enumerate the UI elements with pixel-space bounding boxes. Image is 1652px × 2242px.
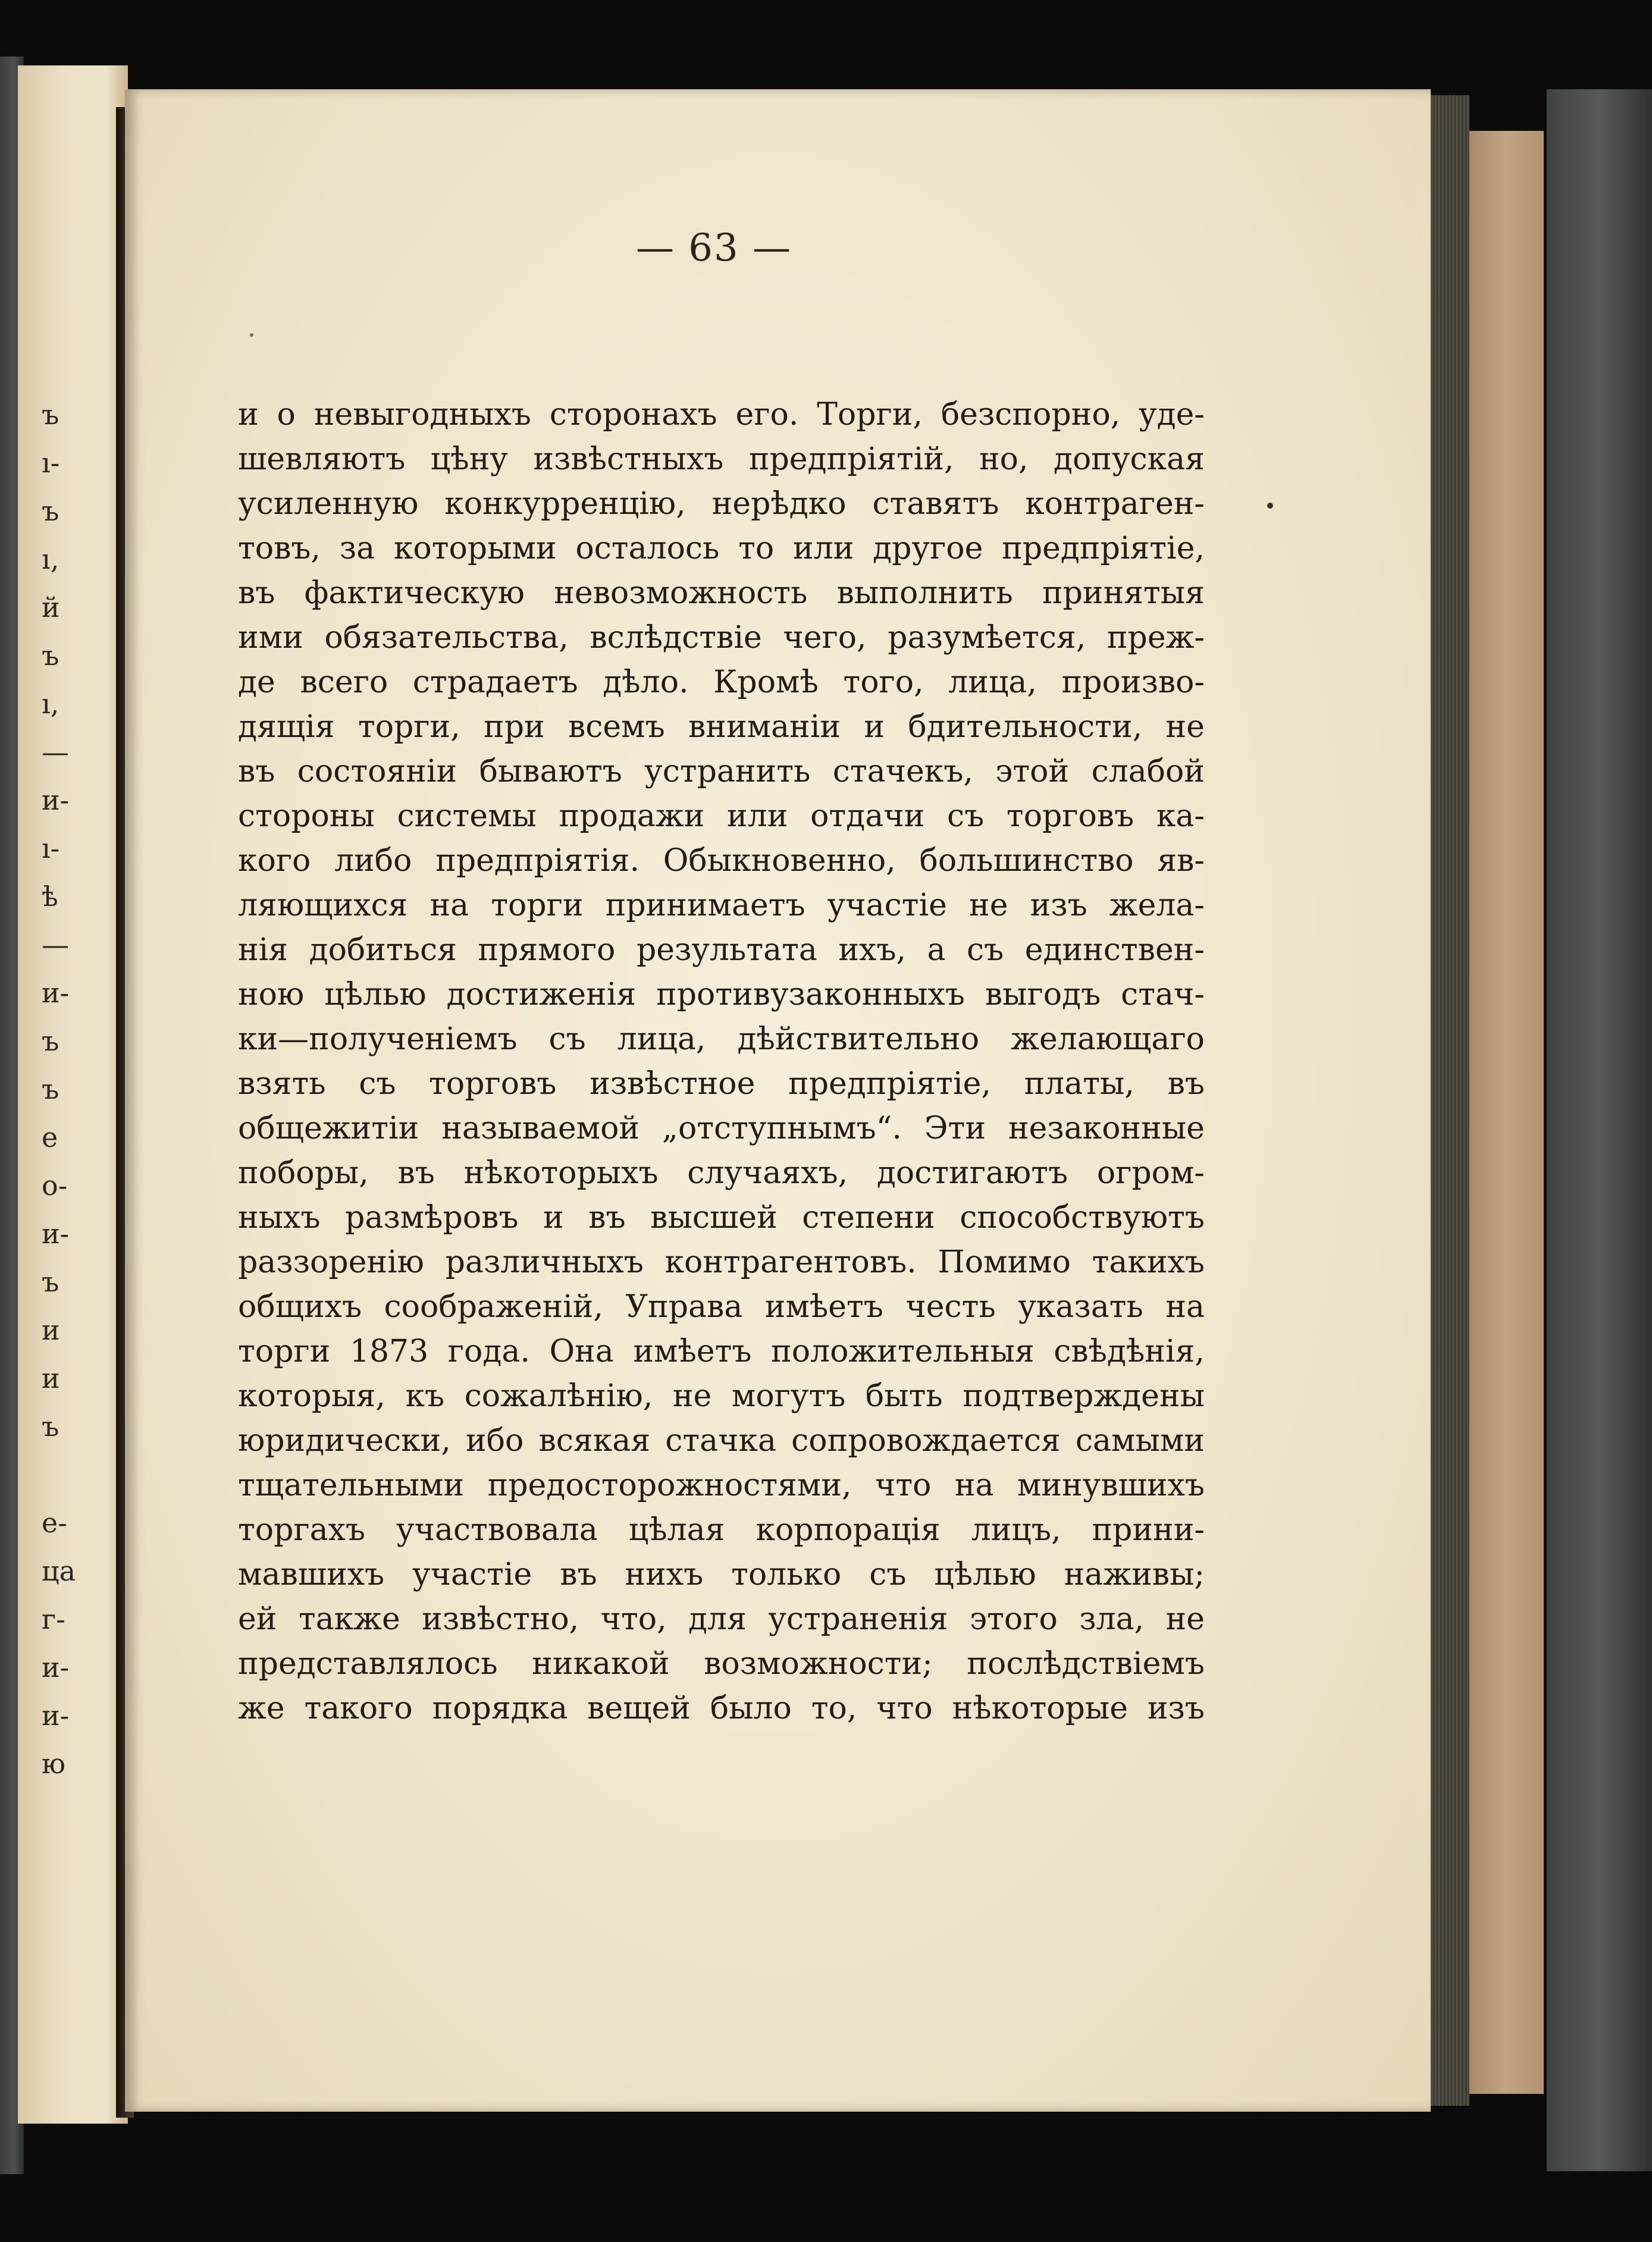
facing-page-fragment: ъ [42,1410,59,1443]
facing-page-fragment: ъ [42,639,59,672]
ink-speck [1267,503,1273,509]
facing-page-fragment: ѣ [42,880,58,913]
text-line: ныхъ размѣровъ и въ высшей степени способствуютъ [238,1200,1205,1236]
facing-page-fragment: ъ [42,399,59,431]
right-cover-board [1547,89,1652,2171]
facing-page-fragment: е [42,1121,58,1153]
text-line: ною цѣлью достиженія противузаконныхъ выгодъ стач- [238,977,1205,1012]
text-line: ей также извѣстно, что, для устраненія этого зла, не [238,1601,1205,1637]
facing-page-fragment: ı, [42,543,59,575]
facing-page-fragment: — [42,929,69,961]
text-line: общежитіи называемой „отступнымъ“. Эти незаконные [238,1111,1205,1146]
text-line: въ фактическую невозможность выполнить принятыя [238,575,1205,611]
facing-page-fragment: и- [42,784,70,816]
text-line: которыя, къ сожалѣнію, не могутъ быть подтверждены [238,1378,1205,1414]
text-line: мавшихъ участіе въ нихъ только съ цѣлью наживы; [238,1557,1205,1592]
text-line: стороны системы продажи или отдачи съ торговъ ка- [238,798,1205,834]
facing-page-fragment: ъ [42,1073,59,1105]
text-line: ляющихся на торги принимаетъ участіе не изъ жела- [238,888,1205,923]
body-text [238,393,1205,1731]
text-line: дящія торги, при всемъ вниманіи и бдительности, не [238,709,1205,745]
facing-page-fragment: г- [42,1603,65,1635]
facing-page-fragment: и- [42,1218,70,1250]
facing-page-fragment: ı- [42,447,60,479]
text-line: ими обязательства, вслѣдствіе чего, разумѣется, преж- [238,620,1205,656]
facing-page-fragment: ъ [42,1025,59,1057]
facing-page-fragment: и- [42,977,70,1009]
facing-page-fragment: о- [42,1169,68,1202]
text-line: торги 1873 года. Она имѣетъ положительныя свѣдѣнія, [238,1334,1205,1369]
text-line: тщательными предосторожностями, что на минувшихъ [238,1468,1205,1503]
facing-page-fragment: ю [42,1748,66,1780]
text-line: кого либо предпріятія. Обыкновенно, большинство яв- [238,843,1205,879]
page-number: — 63 — [635,226,792,270]
text-line: представлялось никакой возможности; послѣдствіемъ [238,1646,1205,1682]
text-line: же такого порядка вещей было то, что нѣкоторые изъ [238,1691,1205,1726]
text-line: торгахъ участвовала цѣлая корпорація лицъ, прини- [238,1512,1205,1548]
text-line: въ состояніи бываютъ устранить стачекъ, этой слабой [238,754,1205,789]
text-line: ки—полученіемъ съ лица, дѣйствительно желающаго [238,1021,1205,1057]
text-line: общихъ соображеній, Управа имѣетъ честь указать на [238,1289,1205,1325]
text-line: нія добиться прямого результата ихъ, а съ единствен- [238,932,1205,968]
facing-page-fragment: ца [42,1555,76,1587]
facing-page-fragment: и- [42,1699,70,1732]
facing-page [18,65,128,2124]
facing-page-fragment: ı, [42,688,59,720]
text-line: шевляютъ цѣну извѣстныхъ предпріятій, но, допуская [238,441,1205,477]
text-line: де всего страдаетъ дѣло. Кромѣ того, лица, произво- [238,664,1205,700]
text-line: и о невыгодныхъ сторонахъ его. Торги, безспорно, уде- [238,397,1205,432]
facing-page-fragment: е- [42,1507,67,1539]
back-cover-inner [1469,131,1544,2094]
facing-page-fragment: и- [42,1651,70,1683]
facing-page-fragment: ъ [42,1266,59,1298]
text-line: юридически, ибо всякая стачка сопровождается самыми [238,1423,1205,1459]
facing-page-fragment: ъ [42,495,59,527]
text-line: поборы, въ нѣкоторыхъ случаяхъ, достигаютъ огром- [238,1155,1205,1191]
facing-page-fragment: ı- [42,832,60,864]
text-line: взять съ торговъ извѣстное предпріятіе, платы, въ [238,1066,1205,1102]
facing-page-fragment: — [42,736,69,768]
facing-page-fragment: и [42,1314,60,1346]
text-line: усиленную конкурренцію, нерѣдко ставятъ контраген- [238,486,1205,522]
facing-page-fragment: й [42,591,60,623]
facing-page-fragment: и [42,1362,60,1394]
text-line: раззоренію различныхъ контрагентовъ. Помимо такихъ [238,1244,1205,1280]
text-line: товъ, за которыми осталось то или другое предпріятіе, [238,531,1205,566]
ink-speck [250,333,253,337]
